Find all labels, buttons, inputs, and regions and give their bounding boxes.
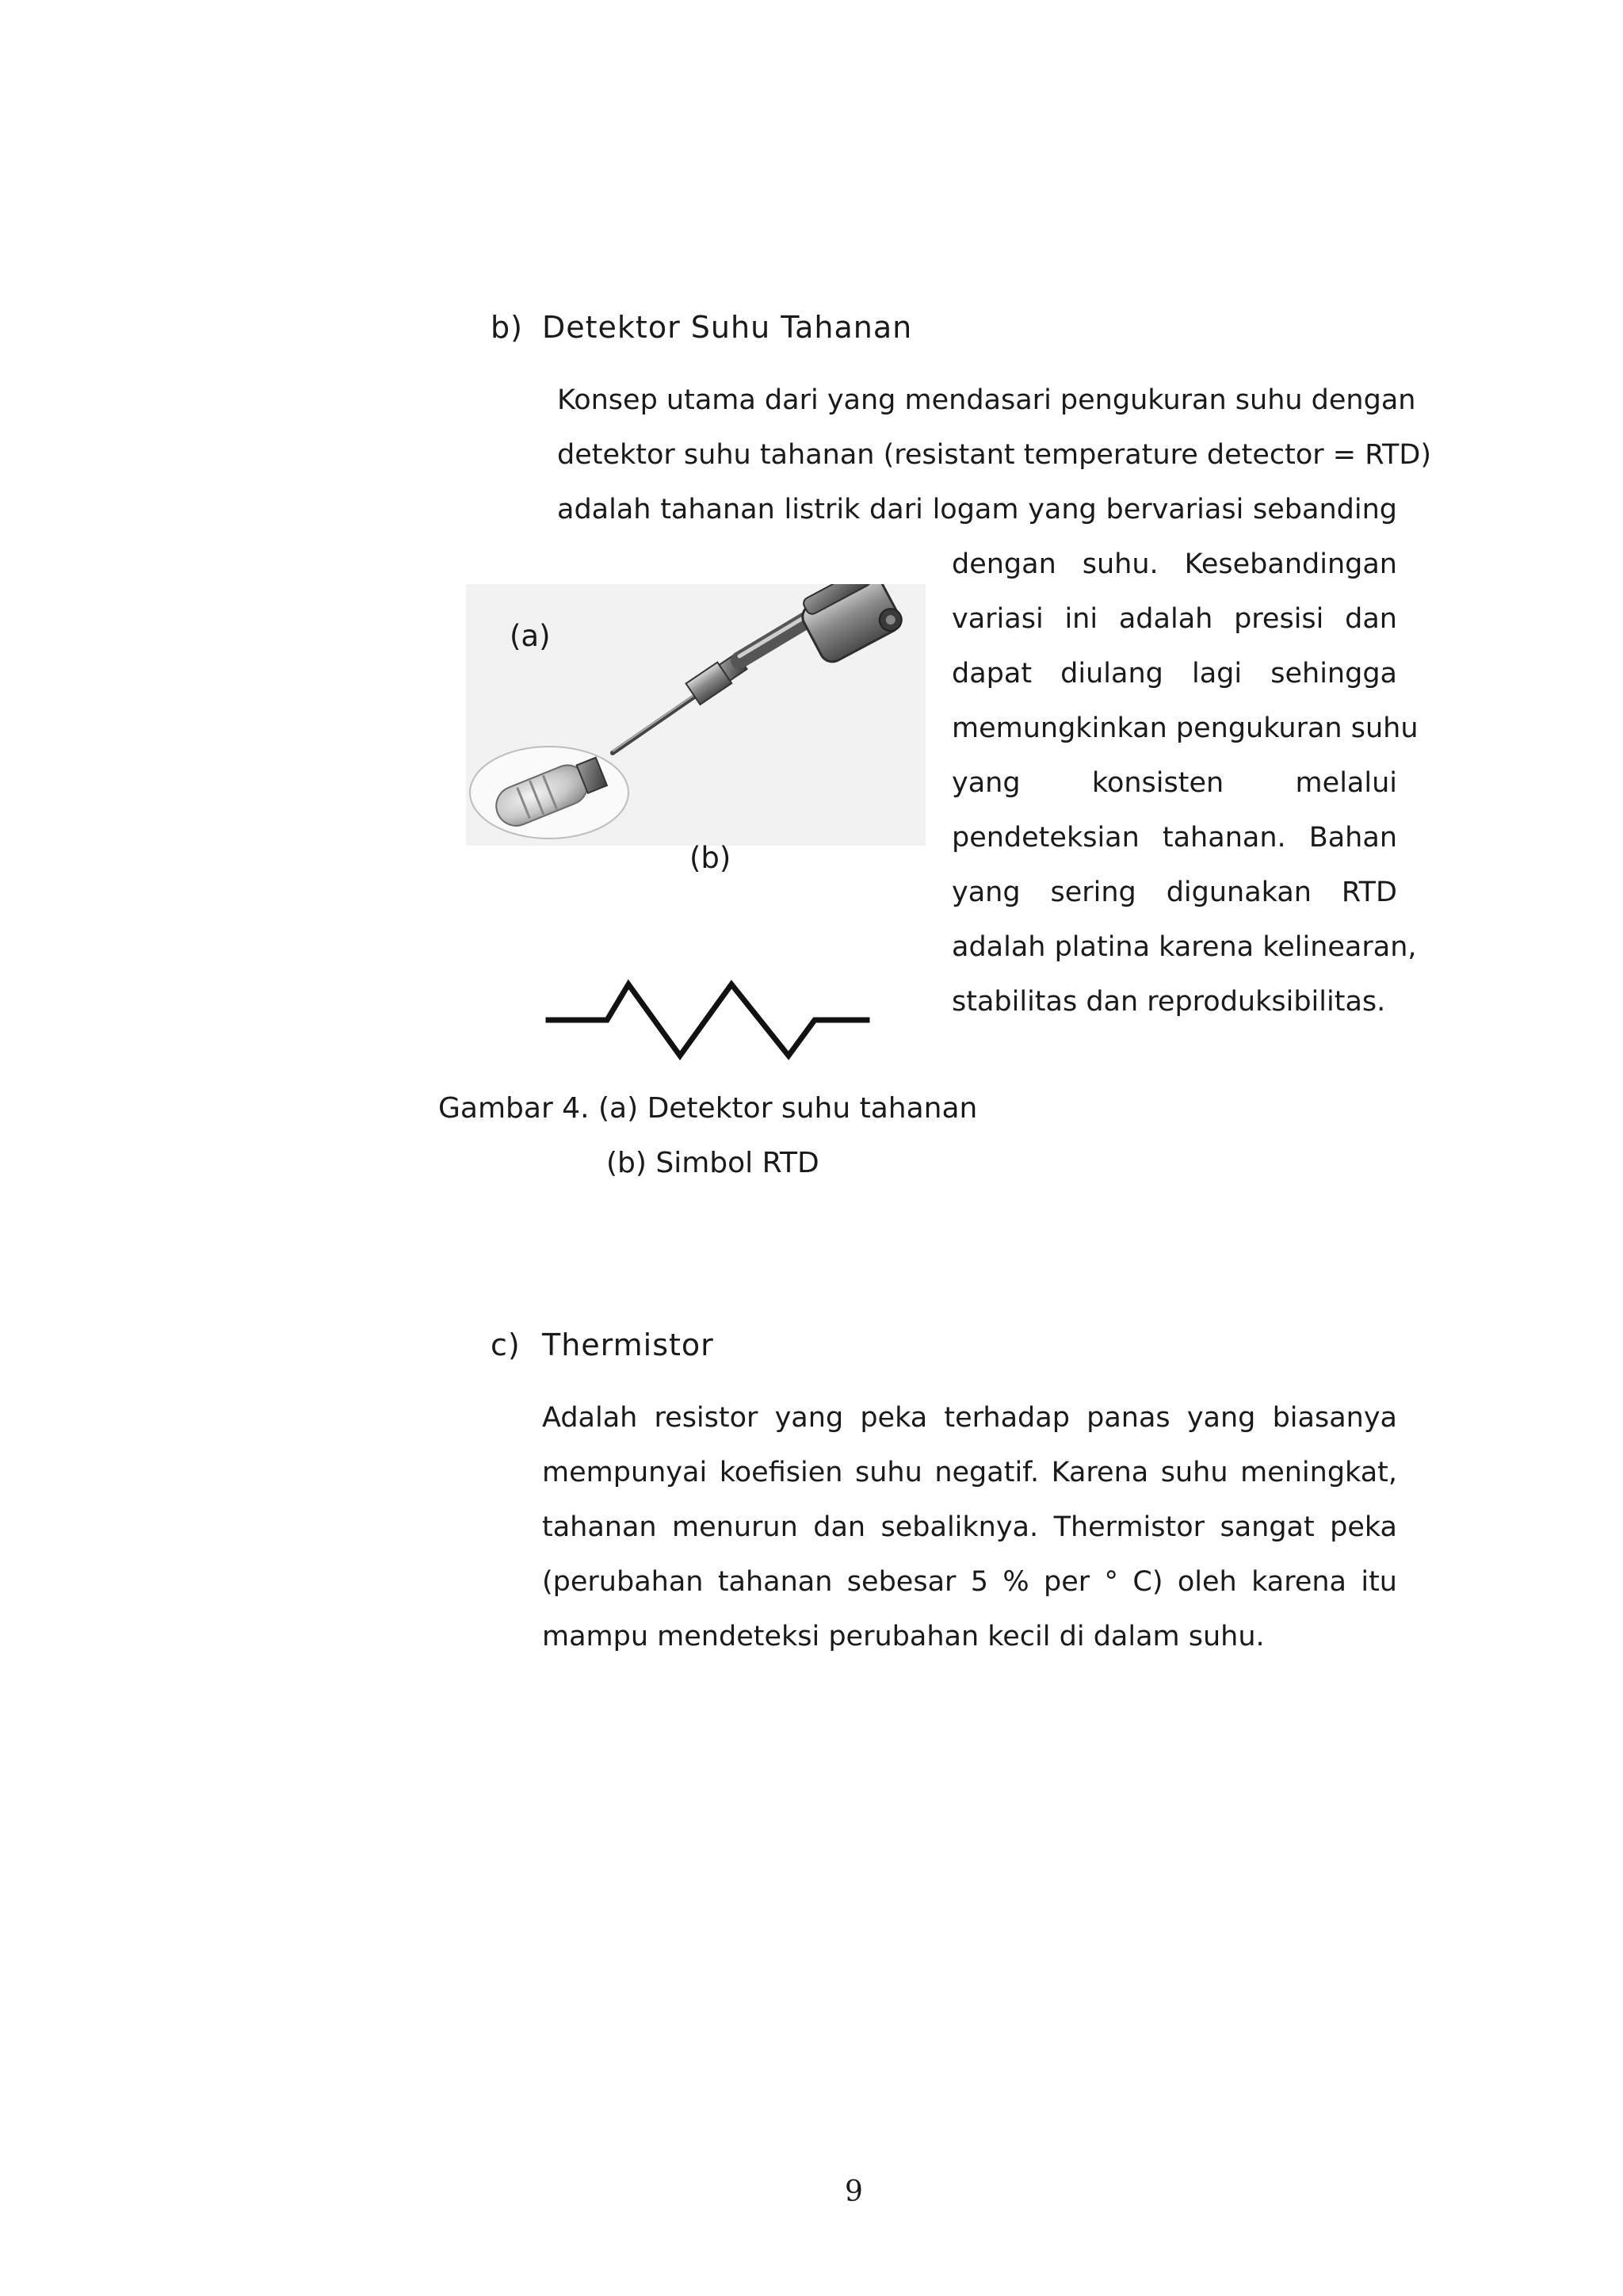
paragraph-line: memungkinkan pengukuran suhu [952, 712, 1419, 744]
paragraph-line: Adalah resistor yang peka terhadap panas yang biasanya [542, 1402, 1397, 1434]
paragraph-line: stabilitas dan reproduksibilitas. [952, 986, 1386, 1018]
section-c-marker: c) [491, 1328, 521, 1362]
paragraph-line: dengan suhu. Kesebandingan [952, 548, 1397, 580]
paragraph-line: (perubahan tahanan sebesar 5 % per ° C) oleh karena itu [542, 1566, 1397, 1598]
rtd-symbol [545, 975, 870, 1062]
paragraph-line: mampu mendeteksi perubahan kecil di dalam suhu. [542, 1621, 1265, 1652]
paragraph-line: adalah tahanan listrik dari logam yang bervariasi sebanding [557, 494, 1397, 525]
section-c-title: Thermistor [542, 1328, 714, 1362]
section-b-title: Detektor Suhu Tahanan [542, 310, 913, 345]
paragraph-line: variasi ini adalah presisi dan [952, 603, 1397, 635]
paragraph-line: mempunyai koefisien suhu negatif. Karena suhu meningkat, [542, 1457, 1397, 1488]
paragraph-line: adalah platina karena kelinearan, [952, 931, 1417, 963]
paragraph-line: yang sering digunakan RTD [952, 877, 1397, 908]
paragraph-line: Konsep utama dari yang mendasari pengukuran suhu dengan [557, 384, 1416, 416]
paragraph-line: yang konsisten melalui [952, 767, 1397, 799]
paragraph-line: pendeteksian tahanan. Bahan [952, 822, 1397, 854]
paragraph-line: tahanan menurun dan sebaliknya. Thermistor sangat peka [542, 1511, 1397, 1543]
paragraph-line: dapat diulang lagi sehingga [952, 658, 1397, 690]
page-number: 9 [845, 2176, 863, 2208]
figure-caption-line1: Gambar 4. (a) Detektor suhu tahanan [438, 1092, 978, 1125]
section-b-marker: b) [491, 310, 523, 345]
figure-label-b: (b) [689, 841, 731, 875]
figure-label-a: (a) [510, 619, 551, 653]
figure-caption-line2: (b) Simbol RTD [606, 1147, 819, 1179]
paragraph-line: detektor suhu tahanan (resistant temperature detector = RTD) [557, 439, 1432, 471]
